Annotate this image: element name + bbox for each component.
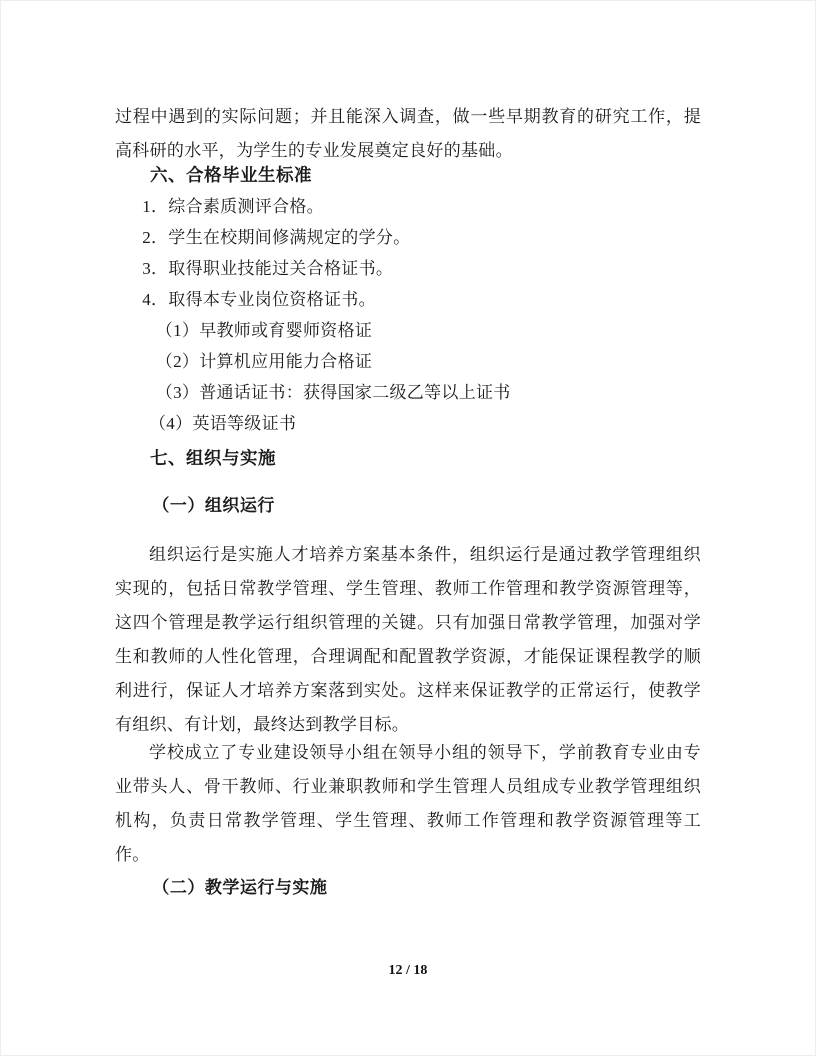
list-item-2: 2．学生在校期间修满规定的学分。 — [142, 228, 411, 247]
heading-sub-2-teaching-operation: （二）教学运行与实施 — [152, 878, 328, 897]
list-subitem-1: （1）早教师或育婴师资格证 — [155, 321, 373, 340]
list-subitem-4: （4）英语等级证书 — [149, 414, 297, 433]
list-subitem-3: （3）普通话证书：获得国家二级乙等以上证书 — [155, 383, 511, 402]
graduate-criteria-list — [115, 191, 701, 439]
paragraph-leadership-group: 学校成立了专业建设领导小组在领导小组的领导下，学前教育专业由专业带头人、骨干教师、行业兼职教师和学生管理人员组成专业教学管理组织机构，负责日常教学管理、学生管理、教师工作管理和教学资源管理等工作。 — [115, 743, 701, 864]
page-number: 12 / 18 — [388, 963, 428, 978]
heading-sub-1-organization: （一）组织运行 — [152, 496, 275, 515]
heading-section-7: 七、组织与实施 — [150, 448, 276, 468]
paragraph-organization-operation: 组织运行是实施人才培养方案基本条件，组织运行是通过教学管理组织实现的，包括日常教学管理、学生管理、教师工作管理和教学资源管理等，这四个管理是教学运行组织管理的关键。只有加强日常教学管理，加强对学生和教师的人性化管理，合理调配和配置教学资源，才能保证课程教学的顺利进行，保证人才培养方案落到实处。这样来保证教学的正常运行，使教学有组织、有计划，最终达到教学目标。 — [115, 545, 701, 734]
heading-section-6: 六、合格毕业生标准 — [150, 165, 312, 185]
list-item-4: 4．取得本专业岗位资格证书。 — [142, 290, 376, 309]
list-item-3: 3．取得职业技能过关合格证书。 — [142, 259, 394, 278]
list-subitem-2: （2）计算机应用能力合格证 — [155, 352, 373, 371]
list-item-1: 1．综合素质测评合格。 — [142, 197, 324, 216]
paragraph-continued: 过程中遇到的实际问题；并且能深入调查，做一些早期教育的研究工作，提高科研的水平，为学生的专业发展奠定良好的基础。 — [115, 107, 701, 160]
